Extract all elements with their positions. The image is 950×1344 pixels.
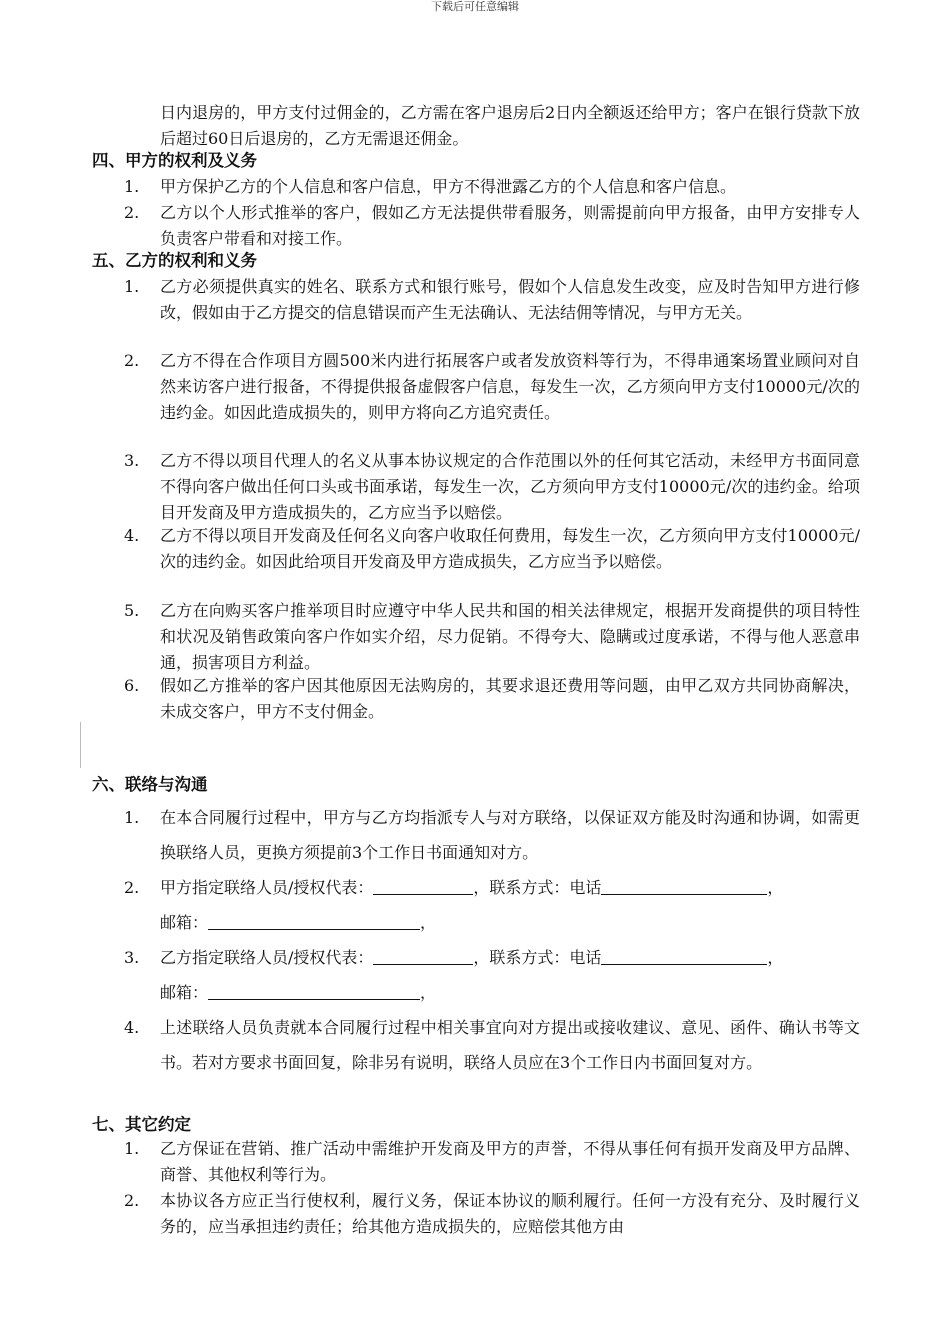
party-b-comma: ， [767,948,784,967]
item-number: 3. [124,948,140,967]
item-text: 乙方不得以项目代理人的名义从事本协议规定的合作范围以外的任何其它活动，未经甲方书面同意不得向客户做出任何口头或书面承诺，每发生一次，乙方须向甲方支付10000元/次的违约金。给项目开发商及甲方造成损失的，乙方应当予以赔偿。 [160,451,860,522]
item-number: 1. [124,1139,140,1158]
section-6-title: 六、联络与沟通 [92,775,208,794]
party-b-phone-blank[interactable] [601,946,767,965]
item-text: 本协议各方应正当行使权利，履行义务，保证本协议的顺利履行。任何一方没有充分、及时履行义务的，应当承担违约责任；给其他方造成损失的，应赔偿其他方由 [160,1191,860,1236]
item-text: 在本合同履行过程中，甲方与乙方均指派专人与对方联络，以保证双方能及时沟通和协调，如需更换联络人员，更换方须提前3个工作日书面通知对方。 [160,808,860,862]
party-a-contact-blank[interactable] [373,876,473,895]
item-number: 5. [124,601,140,620]
party-a-email-label: 邮箱： [160,913,209,932]
item-text: 乙方在向购买客户推举项目时应遵守中华人民共和国的相关法律规定，根据开发商提供的项目特性和状况及销售政策向客户作如实介绍，尽力促销。不得夸大、隐瞒或过度承诺，不得与他人恶意串通，损害项目方利益。 [160,601,860,672]
item-text: 上述联络人员负责就本合同履行过程中相关事宜向对方提出或接收建议、意见、函件、确认书等文书。若对方要求书面回复，除非另有说明，联络人员应在3个工作日内书面回复对方。 [160,1018,860,1072]
party-b-phone-label: ，联系方式：电话 [473,948,602,967]
section-7-title: 七、其它约定 [92,1115,191,1134]
item-text: 乙方保证在营销、推广活动中需维护开发商及甲方的声誉，不得从事任何有损开发商及甲方品牌、商誉、其他权利等行为。 [160,1139,860,1184]
page-header-note: 下载后可任意编辑 [431,0,519,13]
item-text: 乙方必须提供真实的姓名、联系方式和银行账号，假如个人信息发生改变，应及时告知甲方进行修改，假如由于乙方提交的信息错误而产生无法确认、无法结佣等情况，与甲方无关。 [160,277,860,322]
item-text: 乙方以个人形式推举的客户，假如乙方无法提供带看服务，则需提前向甲方报备，由甲方安排专人负责客户带看和对接工作。 [160,203,860,248]
section-5-title: 五、乙方的权利和义务 [92,251,257,270]
item-number: 3. [124,451,140,470]
party-a-comma: ， [767,878,784,897]
item-text [160,870,860,940]
item-text: 乙方不得以项目开发商及任何名义向客户收取任何费用，每发生一次，乙方须向甲方支付10000元/次的违约金。如因此给项目开发商及甲方造成损失，乙方应当予以赔偿。 [160,526,860,571]
item-number: 2. [124,878,140,897]
item-text: 甲方保护乙方的个人信息和客户信息，甲方不得泄露乙方的个人信息和客户信息。 [160,177,737,196]
item-number: 2. [124,1191,140,1210]
item-number: 1. [124,277,140,296]
item-number: 1. [124,808,140,827]
item-number: 2. [124,351,140,370]
party-a-phone-blank[interactable] [601,876,767,895]
party-a-phone-label: ，联系方式：电话 [473,878,602,897]
party-a-contact-label: 甲方指定联络人员/授权代表： [160,878,374,897]
item-text: 乙方不得在合作项目方圆500米内进行拓展客户或者发放资料等行为，不得串通案场置业顾问对自然来访客户进行报备，不得提供报备虚假客户信息，每发生一次，乙方须向甲方支付10000元/次的违约金。如因此造成损失的，则甲方将向乙方追究责任。 [160,351,860,422]
item-number: 6. [124,676,140,695]
item-number: 4. [124,526,140,545]
party-a-email-blank[interactable] [208,911,420,930]
item-text: 假如乙方推举的客户因其他原因无法购房的，其要求退还费用等问题，由甲乙双方共同协商解决，未成交客户，甲方不支付佣金。 [160,676,860,721]
item-number: 2. [124,203,140,222]
item-text [160,940,860,1010]
continuation-paragraph: 日内退房的，甲方支付过佣金的，乙方需在客户退房后2日内全额返还给甲方；客户在银行贷款下放后超过60日后退房的，乙方无需退还佣金。 [160,103,860,148]
section-4-title: 四、甲方的权利及义务 [92,151,257,170]
party-b-email-label: 邮箱： [160,983,209,1002]
party-a-email-comma: ， [420,913,437,932]
party-b-email-comma: ， [420,983,437,1002]
item-number: 1. [124,177,140,196]
margin-marker [80,722,81,768]
item-number: 4. [124,1018,140,1037]
party-b-contact-label: 乙方指定联络人员/授权代表： [160,948,374,967]
party-b-email-blank[interactable] [208,981,420,1000]
party-b-contact-blank[interactable] [373,946,473,965]
